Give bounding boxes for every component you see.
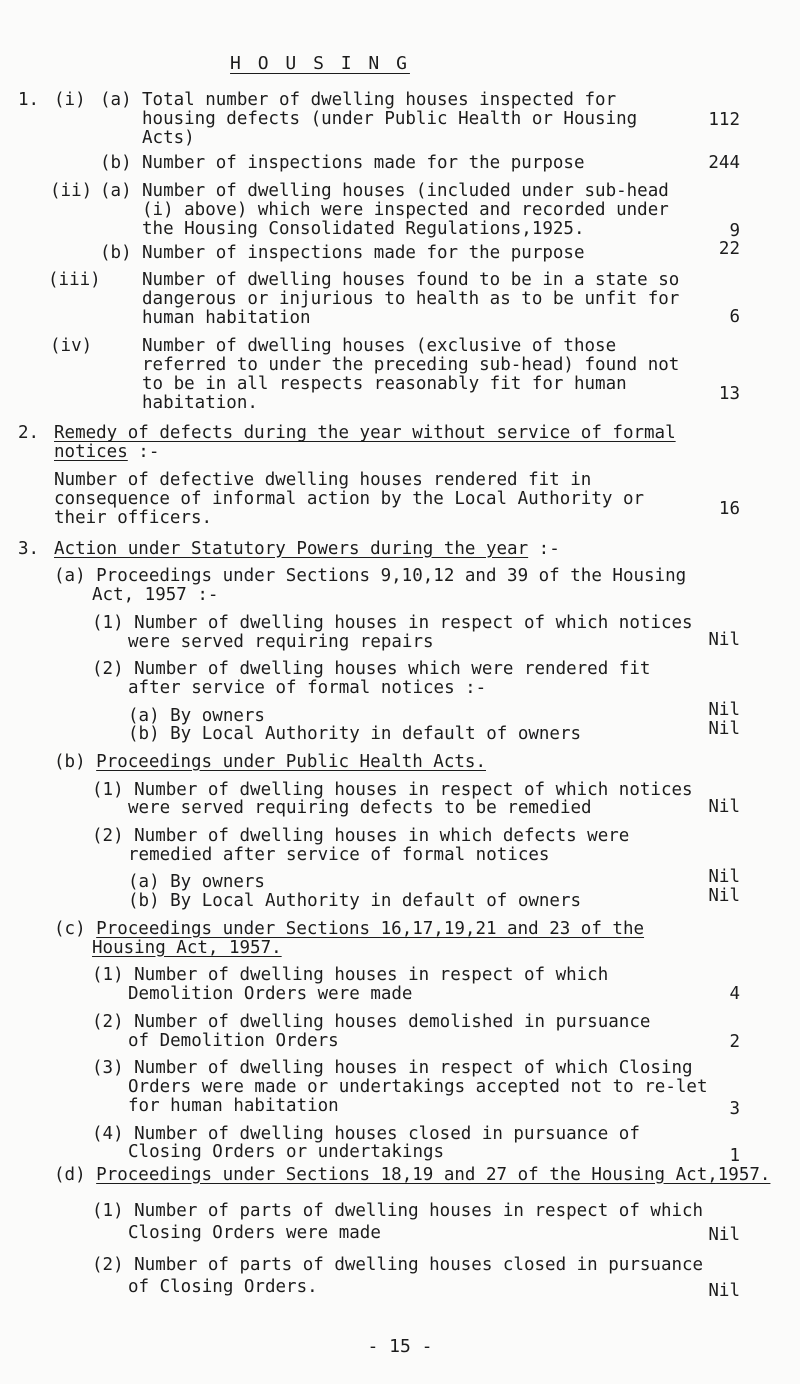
item-text: (2) Number of parts of dwelling houses closed in pursuance <box>92 1255 704 1275</box>
item-text: for human habitation <box>128 1096 339 1116</box>
item-value: Nil <box>708 886 740 907</box>
section-heading <box>54 441 159 463</box>
item-value: 1 <box>729 1145 740 1166</box>
item-text: Acts) <box>142 127 195 148</box>
item-text: (1) Number of dwelling houses in respect of which notices <box>92 779 693 800</box>
item-label: (iii) <box>48 270 101 291</box>
item-text: human habitation <box>142 308 311 329</box>
item-value: 16 <box>718 499 740 520</box>
item-text: after service of formal notices :- <box>128 678 487 699</box>
item-text: dangerous or injurious to health as to be unfit for <box>142 289 680 310</box>
subsection-title: Proceedings under Sections 18,19 and 27 of the Housing Act,1957. <box>96 1164 771 1185</box>
item-value: Nil <box>708 629 740 650</box>
item-value: 2 <box>729 1032 740 1053</box>
item-text: Number of inspections made for the purpose <box>142 153 585 174</box>
item-text: (1) Number of parts of dwelling houses in respect of which <box>92 1201 704 1221</box>
section-number: 1. <box>18 89 40 110</box>
item-text: the Housing Consolidated Regulations,1925. <box>142 218 585 239</box>
item-text: of Closing Orders. <box>128 1277 318 1297</box>
item-value: 9 <box>729 220 740 241</box>
item-text: Number of defective dwelling houses rendered fit in <box>54 469 592 490</box>
item-text: (a) By owners <box>128 705 265 726</box>
item-text: their officers. <box>54 507 213 528</box>
item-value: Nil <box>708 1225 740 1245</box>
item-label: (iv) <box>50 335 93 356</box>
heading-suffix: :- <box>127 442 160 463</box>
heading-text: Action under Statutory Powers during the year <box>54 538 529 559</box>
item-label: (ii) <box>50 180 93 201</box>
item-value: 22 <box>718 239 740 260</box>
item-text: Number of dwelling houses (included under sub-head <box>142 180 669 201</box>
subsection-heading <box>54 1164 770 1186</box>
item-value: Nil <box>708 719 740 740</box>
page-title: H O U S I N G <box>230 52 410 74</box>
item-text: Total number of dwelling houses inspected for <box>142 89 617 110</box>
subsection-heading <box>54 751 486 773</box>
item-value: 244 <box>708 153 740 174</box>
item-text: (1) Number of dwelling houses in respect of which notices <box>92 612 693 633</box>
subsection-title: Proceedings under Sections 16,17,19,21 and 23 of the <box>96 918 645 939</box>
item-label: (i) <box>54 89 86 110</box>
item-label: (a) <box>100 89 132 110</box>
item-text: were served requiring defects to be remedied <box>128 798 592 819</box>
item-text: habitation. <box>142 392 258 413</box>
item-text: (a) By owners <box>128 872 265 893</box>
item-text: consequence of informal action by the Local Authority or <box>54 488 645 509</box>
heading-suffix: :- <box>528 538 560 559</box>
item-text: housing defects (under Public Health or Housing <box>142 108 638 129</box>
item-text: Number of dwelling houses found to be in a state so <box>142 270 680 291</box>
item-text: (4) Number of dwelling houses closed in pursuance of <box>92 1123 640 1144</box>
subsection-title: Proceedings under Public Health Acts. <box>96 752 486 772</box>
item-text: (3) Number of dwelling houses in respect of which Closing <box>92 1058 693 1079</box>
item-label: (a) <box>100 180 132 201</box>
item-text: of Demolition Orders <box>128 1030 339 1051</box>
item-text: (2) Number of dwelling houses in which defects were <box>92 825 630 846</box>
item-text: (2) Number of dwelling houses demolished in pursuance <box>92 1011 651 1032</box>
item-text: Orders were made or undertakings accepted not to re-let <box>128 1077 708 1098</box>
item-text: (b) By Local Authority in default of owners <box>128 724 582 745</box>
section-number: 3. <box>18 538 40 559</box>
item-value: Nil <box>708 700 740 721</box>
item-value: Nil <box>708 867 740 888</box>
item-value: Nil <box>708 796 740 817</box>
subsection-label: (b) <box>54 752 97 772</box>
item-value: 13 <box>718 383 740 404</box>
item-text: remedied after service of formal notices <box>128 844 550 865</box>
item-value: 6 <box>729 306 740 327</box>
item-text: (1) Number of dwelling houses in respect of which <box>92 965 609 986</box>
item-text: referred to under the preceding sub-head) found not <box>142 354 680 375</box>
section-heading: Remedy of defects during the year without service of formal <box>54 423 676 444</box>
item-value: 4 <box>729 984 740 1005</box>
item-text: Closing Orders or undertakings <box>128 1142 445 1163</box>
subsection-label: (c) <box>54 918 97 939</box>
item-text: (b) By Local Authority in default of owners <box>128 891 582 912</box>
item-value: 112 <box>708 110 740 131</box>
subsection-title: Housing Act, 1957. <box>92 937 282 958</box>
item-label: (b) <box>100 242 132 263</box>
item-text: Demolition Orders were made <box>128 984 413 1005</box>
item-text: Number of inspections made for the purpose <box>142 242 585 263</box>
subsection-label: (d) <box>54 1164 97 1185</box>
subsection-heading: (a) Proceedings under Sections 9,10,12 and 39 of the Housing <box>54 566 687 587</box>
item-label: (b) <box>100 153 132 174</box>
item-text: (2) Number of dwelling houses which were rendered fit <box>92 659 651 680</box>
item-value: Nil <box>708 1281 740 1301</box>
item-text: were served requiring repairs <box>128 631 434 652</box>
item-text: Closing Orders were made <box>128 1223 381 1243</box>
item-text: to be in all respects reasonably fit for human <box>142 373 627 394</box>
heading-text: notices <box>54 442 128 463</box>
page-number: - 15 - <box>367 1336 433 1357</box>
item-text: (i) above) which were inspected and recorded under <box>142 199 669 220</box>
item-text: Number of dwelling houses (exclusive of those <box>142 335 617 356</box>
item-value: 3 <box>729 1099 740 1120</box>
section-number: 2. <box>18 423 40 444</box>
subsection-heading: Act, 1957 :- <box>92 585 219 606</box>
section-heading <box>54 538 560 560</box>
